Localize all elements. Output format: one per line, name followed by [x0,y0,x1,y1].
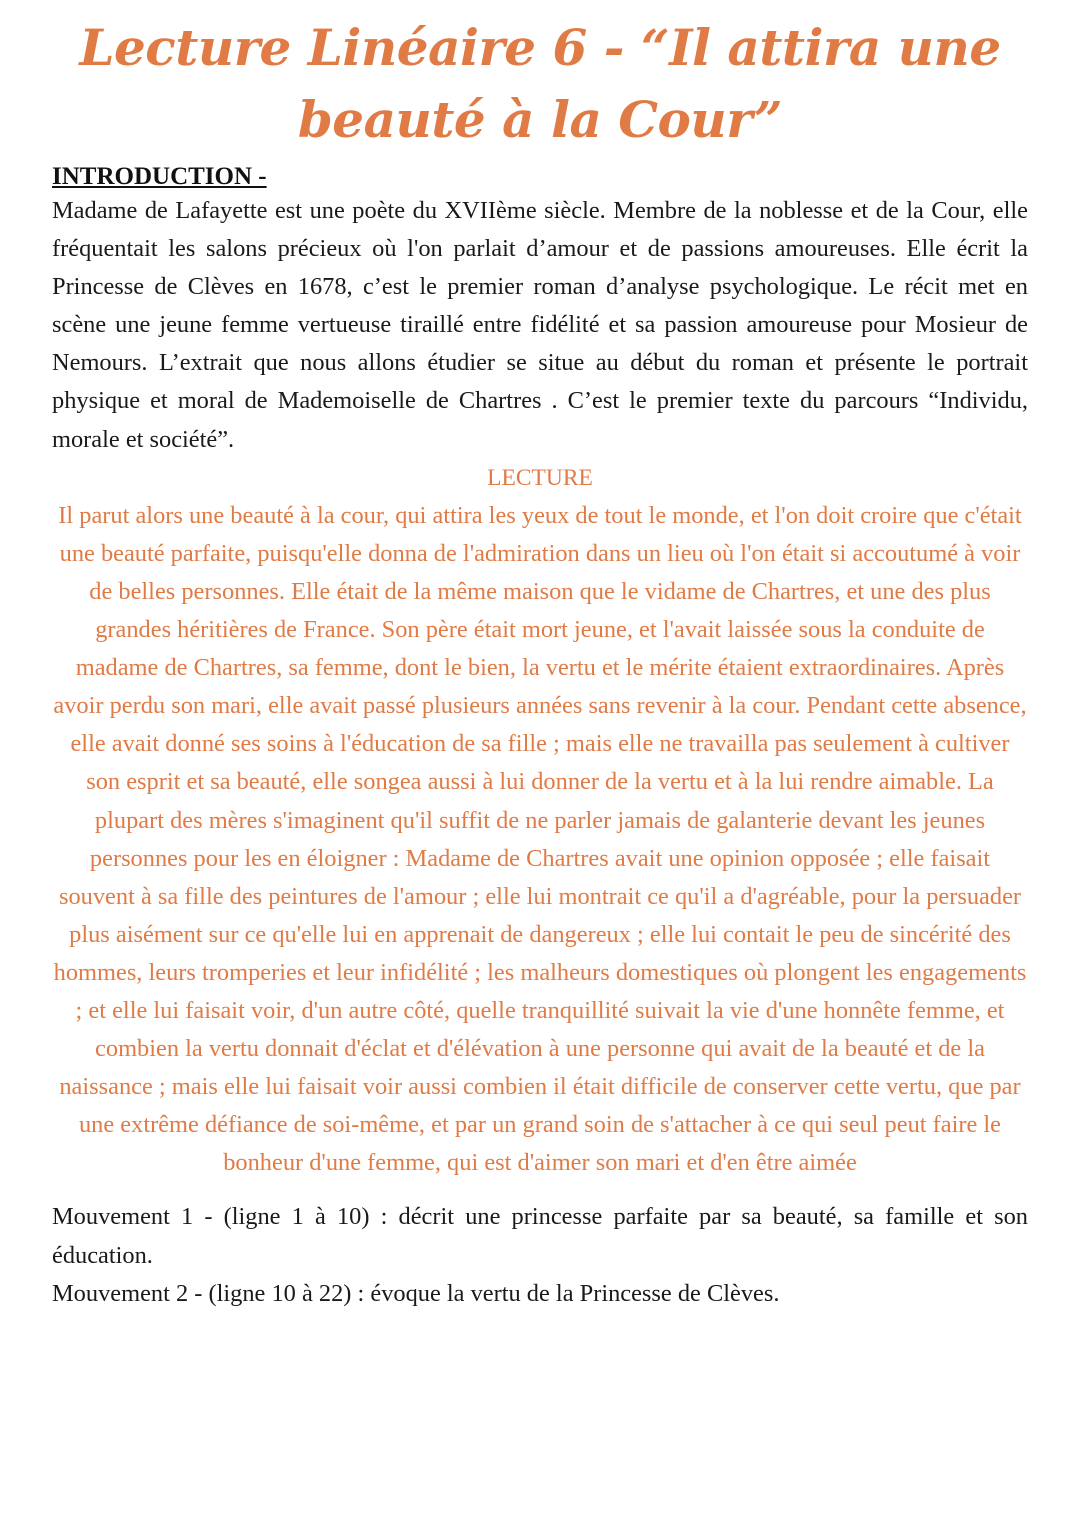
movements-list [52,1198,1028,1312]
introduction-paragraph: Madame de Lafayette est une poète du XVIIème siècle. Membre de la noblesse et de la Cour, elle fréquentait les salons précieux où l'on parlait d’amour et de passions amoureuses. Elle écrit la Princesse de Clèves en 1678, c’est le premier roman d’analyse psychologique. Le récit met en scène une jeune femme vertueuse tiraillé entre fidélité et sa passion amoureuse pour Mosieur de Nemours. L’extrait que nous allons étudier se situe au début du roman et présente le portrait physique et moral de Mademoiselle de Chartres . C’est le premier texte du parcours “Individu, morale et société”. [52,197,1028,453]
document-page [52,12,1028,1313]
introduction-heading: INTRODUCTION - [52,163,267,190]
reading-excerpt: Il parut alors une beauté à la cour, qui attira les yeux de tout le monde, et l'on doit croire que c'était une beauté parfaite, puisqu'elle donna de l'admiration dans un lieu où l'on était si accoutumé à voir de belles personnes. Elle était de la même maison que le vidame de Chartres, et une des plus grandes héritières de France. Son père était mort jeune, et l'avait laissée sous la conduite de madame de Chartres, sa femme, dont le bien, la vertu et le mérite étaient extraordinaires. Après avoir perdu son mari, elle avait passé plusieurs années sans revenir à la cour. Pendant cette absence, elle avait donné ses soins à l'éducation de sa fille ; mais elle ne travailla pas seulement à cultiver son esprit et sa beauté, elle songea aussi à lui donner de la vertu et à la lui rendre aimable. La plupart des mères s'imaginent qu'il suffit de ne parler jamais de galanterie devant les jeunes personnes pour les en éloigner : Madame de Chartres avait une opinion opposée ; elle faisait souvent à sa fille des peintures de l'amour ; elle lui montrait ce qu'il a d'agréable, pour la persuader plus aisément sur ce qu'elle lui en apprenait de dangereux ; elle lui contait le peu de sincérité des hommes, leurs tromperies et leur infidélité ; les malheurs domestiques où plongent les engagements ; et elle lui faisait voir, d'un autre côté, quelle tranquillité suivait la vie d'une honnête femme, et combien la vertu donnait d'éclat et d'élévation à une personne qui avait de la beauté et de la naissance ; mais elle lui faisait voir aussi combien il était difficile de conserver cette vertu, que par une extrême défiance de soi-même, et par un grand soin de s'attacher à ce qui seul peut faire le bonheur d'une femme, qui est d'aimer son mari et d'en être aimée [53,501,1027,1177]
movement-2: Mouvement 2 - (ligne 10 à 22) : évoque la vertu de la Princesse de Clèves. [52,1279,780,1307]
reading-heading: LECTURE [487,464,593,491]
page-title: Lecture Linéaire 6 - “Il attira une beauté à la Cour” [79,18,1001,149]
movement-1: Mouvement 1 - (ligne 1 à 10) : décrit une princesse parfaite par sa beauté, sa famille et son éducation. [52,1203,1028,1269]
